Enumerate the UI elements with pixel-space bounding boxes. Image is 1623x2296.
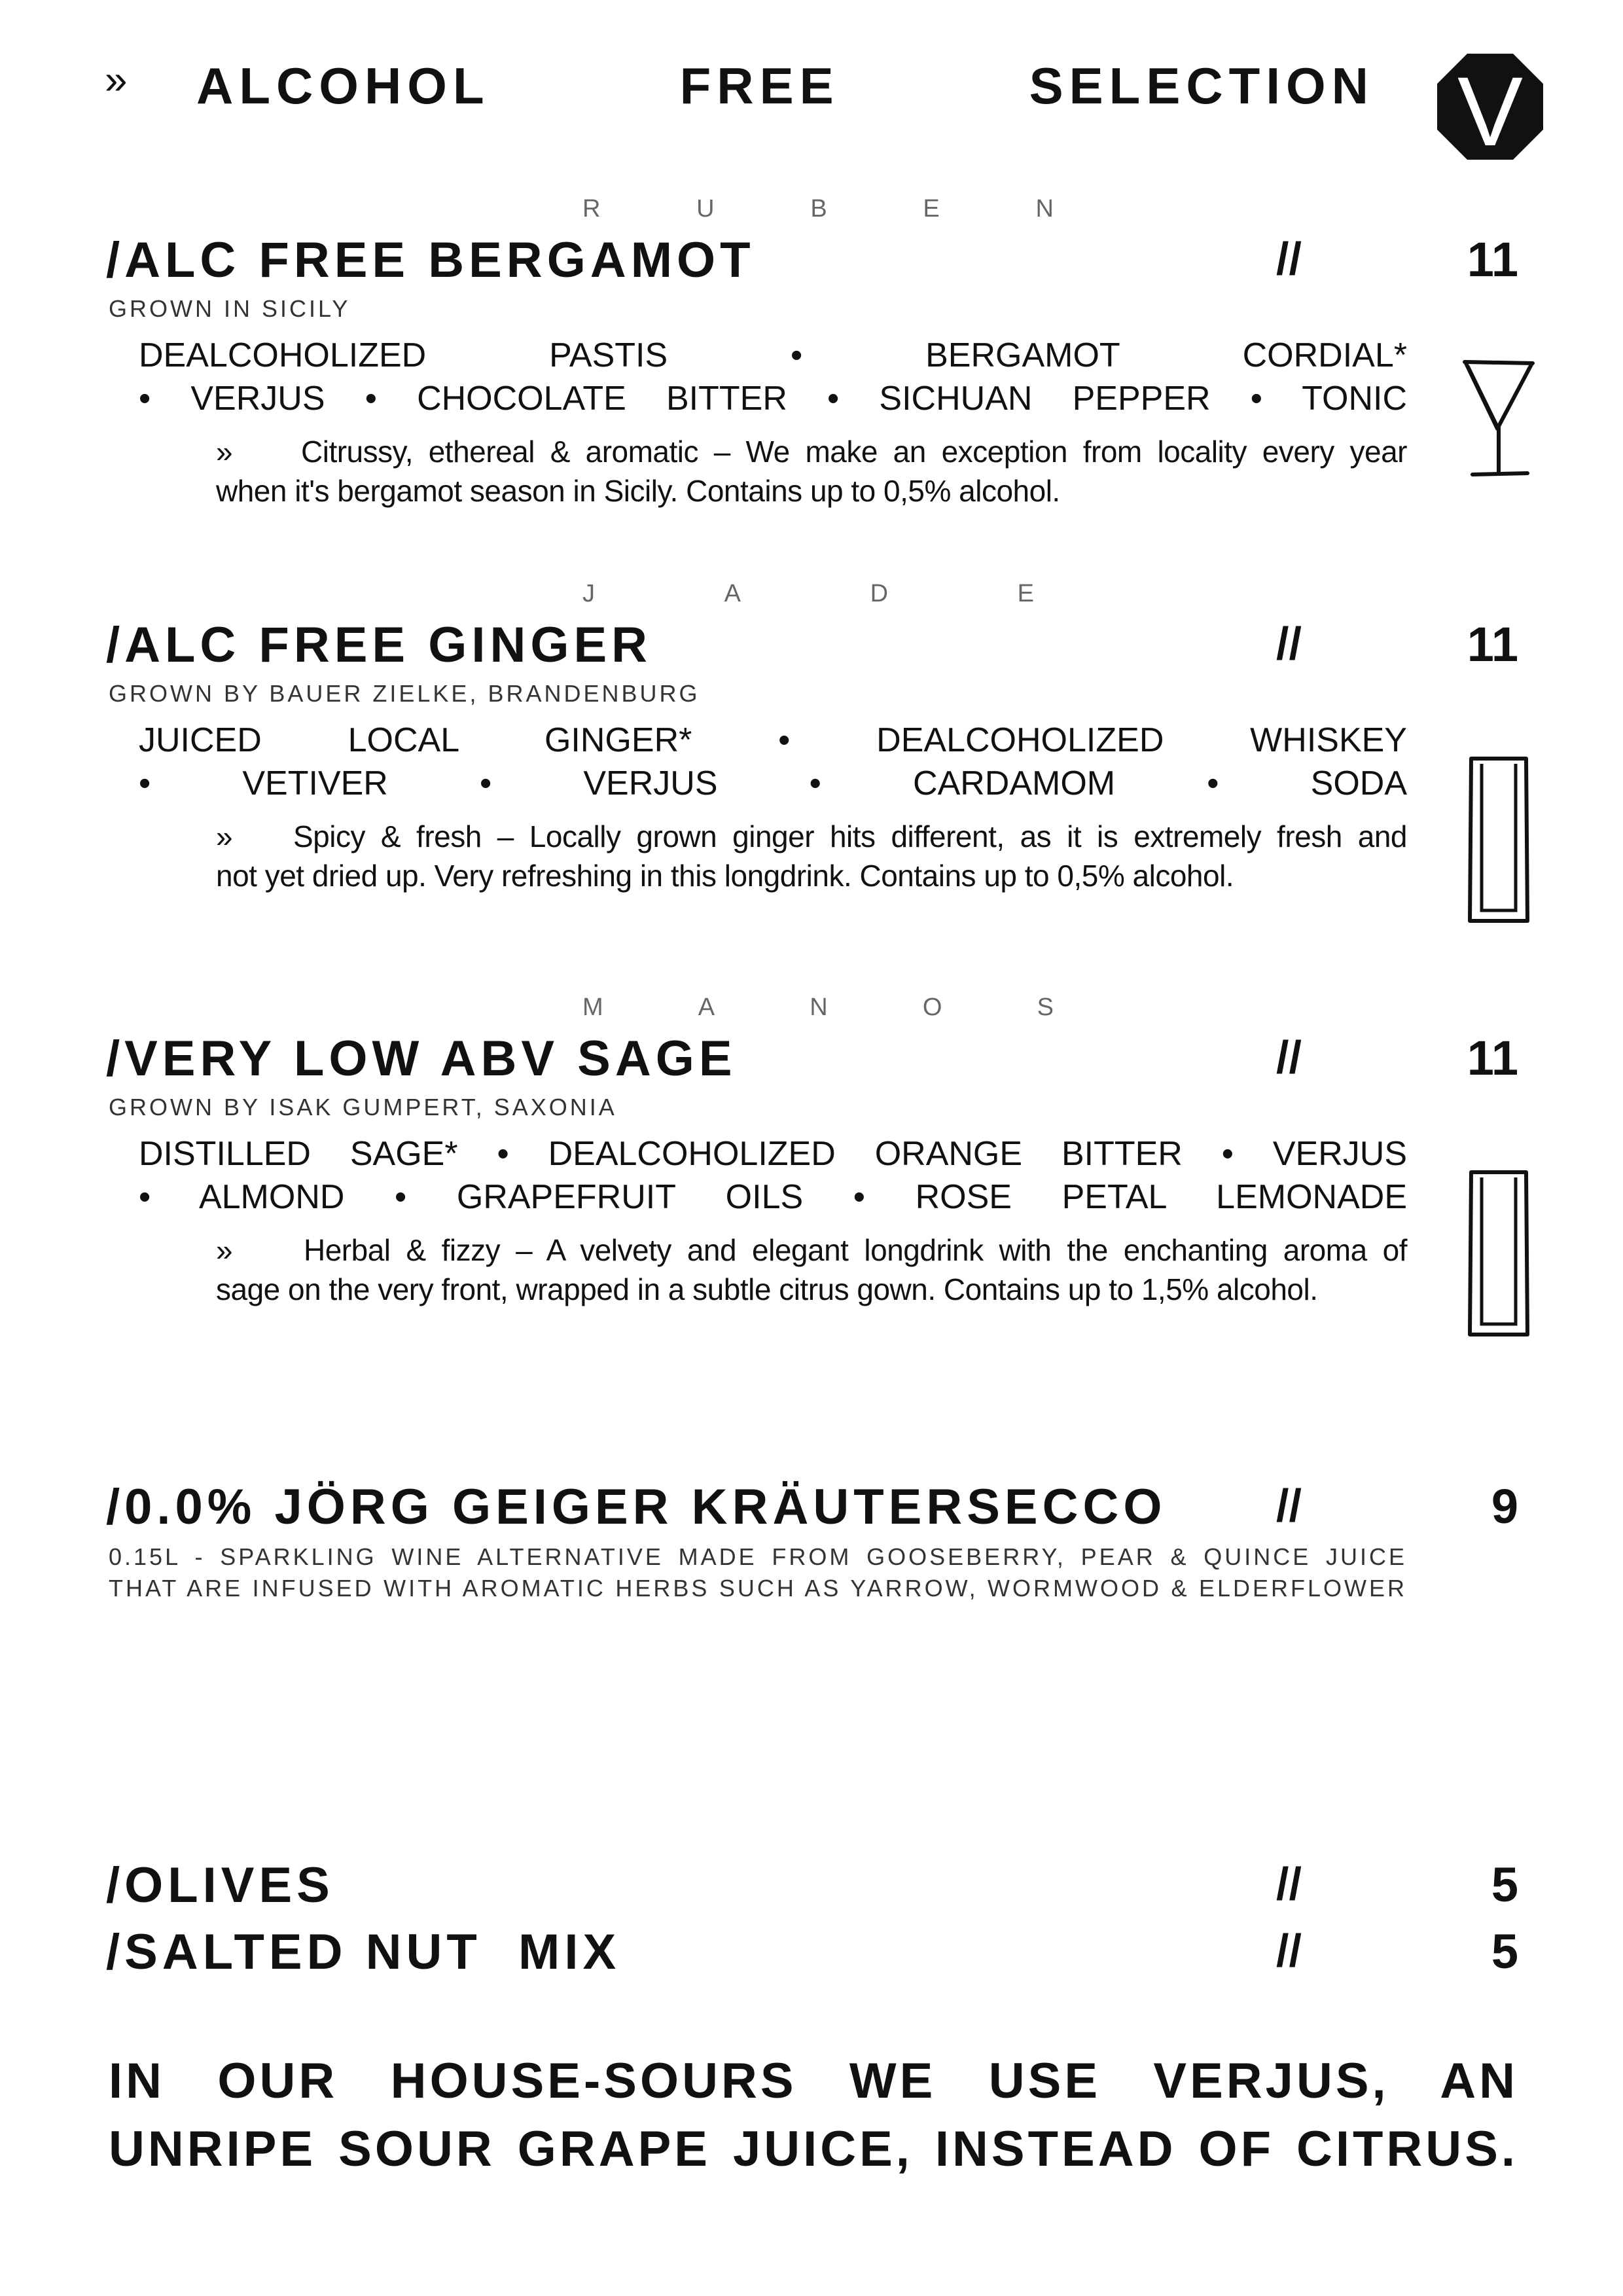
ingredients-line: • VERJUS • CHOCOLATE BITTER • SICHUAN PEPPER • TONIC	[139, 380, 1407, 418]
bartender-letter: D	[870, 580, 889, 607]
drink-description	[216, 817, 1407, 895]
title-word: SELECTION	[1029, 57, 1374, 115]
secco-desc-line: THAT ARE INFUSED WITH AROMATIC HERBS SUCH AS YARROW, WORMWOOD & ELDERFLOWER	[109, 1575, 1407, 1602]
bartender-letter: B	[810, 195, 827, 223]
bartender-letter: A	[724, 580, 741, 607]
bartender-letter: J	[582, 580, 595, 607]
title-word: FREE	[679, 57, 840, 115]
desc-marker: »	[216, 435, 233, 469]
brand-logo	[1436, 52, 1544, 161]
ingredients-line: DISTILLED SAGE* • DEALCOHOLIZED ORANGE BITTER • VERJUS	[139, 1135, 1407, 1173]
drink-origin: GROWN BY BAUER ZIELKE, BRANDENBURG	[109, 680, 700, 707]
desc-line: when it's bergamot season in Sicily. Contains up to 0,5% alcohol.	[216, 474, 1060, 508]
desc-marker: »	[216, 1233, 233, 1267]
bartender-letter: N	[1035, 195, 1054, 223]
desc-line: Herbal & fizzy – A velvety and elegant longdrink with the enchanting aroma of	[304, 1233, 1407, 1267]
bartender-name	[582, 196, 1054, 221]
ingredients-line: JUICED LOCAL GINGER* • DEALCOHOLIZED WHISKEY	[139, 721, 1407, 759]
bartender-name	[582, 995, 1054, 1020]
snack-price: 5	[1491, 1857, 1518, 1912]
drink-description	[216, 1230, 1407, 1309]
drink-item	[0, 581, 1623, 922]
price-separator: //	[1276, 1031, 1302, 1083]
bartender-letter: N	[810, 994, 828, 1021]
bartender-letter: E	[1017, 580, 1034, 607]
drink-item	[0, 196, 1623, 524]
ingredients-line: • ALMOND • GRAPEFRUIT OILS • ROSE PETAL LEMONADE	[139, 1178, 1407, 1216]
drink-price: 11	[1467, 617, 1518, 672]
snack-name: /OLIVES	[106, 1857, 334, 1913]
bartender-letter: R	[582, 195, 601, 223]
desc-line: Citrussy, ethereal & aromatic – We make an exception from locality every year	[301, 435, 1407, 469]
drink-description	[216, 432, 1407, 511]
drink-name: /ALC FREE BERGAMOT	[106, 232, 755, 288]
price-separator: //	[1276, 1480, 1302, 1531]
drink-name: /ALC FREE GINGER	[106, 617, 652, 673]
verjus-note	[109, 2047, 1518, 2183]
drink-origin: GROWN BY ISAK GUMPERT, SAXONIA	[109, 1094, 617, 1121]
secco-description	[109, 1541, 1407, 1604]
title-word: ALCOHOL	[196, 57, 490, 115]
desc-marker: »	[216, 819, 233, 853]
bartender-letter: E	[923, 195, 940, 223]
drink-origin: GROWN IN SICILY	[109, 295, 351, 322]
price-separator: //	[1276, 1858, 1302, 1909]
drink-price: 11	[1467, 1031, 1518, 1085]
ingredients-line: • VETIVER • VERJUS • CARDAMOM • SODA	[139, 764, 1407, 802]
ingredients-line: DEALCOHOLIZED PASTIS • BERGAMOT CORDIAL*	[139, 336, 1407, 374]
desc-line: Spicy & fresh – Locally grown ginger hits different, as it is extremely fresh and	[293, 819, 1407, 853]
bartender-letter: A	[698, 994, 715, 1021]
highball-glass-icon	[1466, 755, 1531, 925]
price-separator: //	[1276, 233, 1302, 284]
highball-glass-icon	[1466, 1168, 1531, 1338]
drink-name: /VERY LOW ABV SAGE	[106, 1031, 737, 1086]
desc-line: not yet dried up. Very refreshing in this longdrink. Contains up to 0,5% alcohol.	[216, 859, 1234, 893]
secco-desc-line: 0.15L - SPARKLING WINE ALTERNATIVE MADE FROM GOOSEBERRY, PEAR & QUINCE JUICE	[109, 1543, 1407, 1570]
bartender-letter: S	[1037, 994, 1054, 1021]
bartender-letter: U	[696, 195, 715, 223]
drink-ingredients	[139, 719, 1407, 805]
note-line: UNRIPE SOUR GRAPE JUICE, INSTEAD OF CITRUS.	[109, 2121, 1518, 2177]
price-separator: //	[1276, 1925, 1302, 1976]
bartender-letter: O	[922, 994, 942, 1021]
bartender-letter: M	[582, 994, 603, 1021]
snack-price: 5	[1491, 1924, 1518, 1979]
snack-name: /SALTED NUT MIX	[106, 1924, 621, 1980]
bartender-name	[582, 581, 1034, 606]
drink-price: 11	[1467, 232, 1518, 287]
logo-letter: V	[1457, 56, 1524, 161]
price-separator: //	[1276, 618, 1302, 669]
secco-name: /0.0% JÖRG GEIGER KRÄUTERSECCO	[106, 1479, 1167, 1535]
drink-ingredients	[139, 334, 1407, 420]
secco-price: 9	[1491, 1479, 1518, 1534]
drink-item	[0, 995, 1623, 1335]
page-title	[196, 57, 1374, 115]
desc-line: sage on the very front, wrapped in a subtle citrus gown. Contains up to 1,5% alcohol.	[216, 1272, 1318, 1306]
header-arrow: »	[105, 58, 128, 103]
cocktail-glass-icon	[1459, 357, 1538, 481]
note-line: IN OUR HOUSE-SOURS WE USE VERJUS, AN	[109, 2053, 1518, 2109]
drink-ingredients	[139, 1132, 1407, 1219]
